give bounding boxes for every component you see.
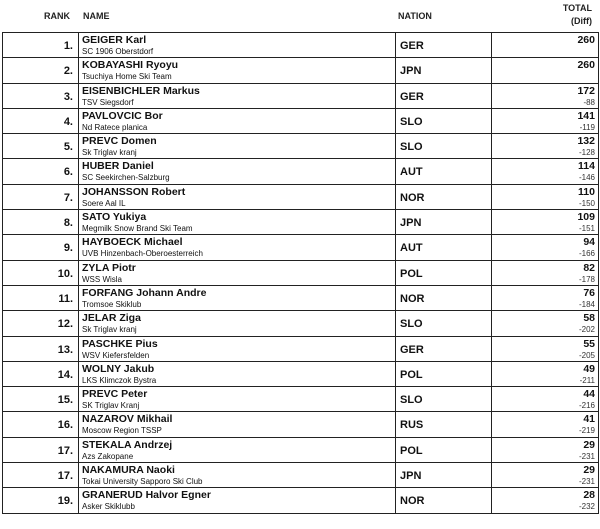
nation-code: SLO [400, 394, 423, 407]
points-diff: -151 [578, 224, 595, 234]
rank-column-header: RANK [44, 11, 70, 21]
table-row [3, 311, 598, 336]
nation-cell [396, 159, 492, 183]
table-row [3, 261, 598, 286]
rank-cell [3, 109, 79, 133]
total-cell [492, 185, 598, 209]
table-row [3, 58, 598, 83]
athlete-name: NAKAMURA Naoki [82, 464, 175, 477]
table-row [3, 185, 598, 210]
points-diff: -119 [579, 122, 595, 132]
table-row [3, 210, 598, 235]
nation-code: GER [400, 90, 424, 103]
nation-code: SLO [400, 115, 423, 128]
table-row [3, 362, 598, 387]
nation-cell [396, 362, 492, 386]
nation-code: POL [400, 444, 423, 457]
total-points: 109 [577, 211, 595, 224]
athlete-club: UVB Hinzenbach-Oberoesterreich [82, 249, 203, 259]
total-points: 141 [577, 109, 595, 122]
total-points: 41 [583, 413, 595, 426]
total-points: 114 [578, 160, 595, 173]
athlete-club: SK Triglav Kranj [82, 401, 140, 411]
total-cell [492, 159, 598, 183]
athlete-name: FORFANG Johann Andre [82, 286, 207, 299]
rank-cell [3, 311, 79, 335]
nation-cell [396, 261, 492, 285]
total-points: 55 [583, 337, 595, 350]
athlete-name: PAVLOVCIC Bor [82, 109, 163, 122]
athlete-cell [79, 84, 396, 108]
athlete-club: Tokai University Sapporo Ski Club [82, 477, 203, 487]
name-column-header: NAME [83, 11, 110, 21]
athlete-name: NAZAROV Mikhail [82, 413, 173, 426]
points-diff: -184 [578, 299, 595, 309]
table-row [3, 387, 598, 412]
nation-cell [396, 488, 492, 512]
athlete-cell [79, 488, 396, 512]
points-diff: -219 [578, 426, 595, 436]
nation-code: POL [400, 368, 423, 381]
total-cell [492, 311, 598, 335]
athlete-name: HAYBOECK Michael [82, 236, 183, 249]
rank-value: 13. [57, 343, 73, 356]
athlete-name: JELAR Ziga [82, 312, 141, 325]
athlete-name: KOBAYASHI Ryoyu [82, 59, 179, 72]
nation-column-header: NATION [398, 11, 432, 21]
total-points: 49 [583, 362, 595, 375]
nation-code: AUT [400, 166, 423, 179]
points-diff: -128 [578, 148, 595, 158]
rank-cell [3, 33, 79, 57]
points-diff: -150 [578, 198, 595, 208]
nation-code: GER [400, 40, 424, 52]
nation-code: NOR [400, 495, 425, 508]
nation-cell [396, 185, 492, 209]
total-points: 94 [583, 236, 595, 249]
athlete-club: Soere Aal IL [82, 198, 126, 208]
table-row [3, 235, 598, 260]
athlete-name: PASCHKE Pius [82, 337, 158, 350]
athlete-cell [79, 463, 396, 487]
athlete-club: WSV Kiefersfelden [82, 350, 150, 360]
nation-cell [396, 286, 492, 310]
athlete-cell [79, 311, 396, 335]
total-points: 82 [583, 261, 595, 274]
athlete-club: Sk Triglav kranj [82, 148, 137, 158]
nation-code: JPN [400, 470, 422, 483]
rank-value: 10. [57, 267, 73, 280]
rank-cell [3, 235, 79, 259]
rank-value: 16. [57, 419, 73, 432]
athlete-cell [79, 33, 396, 57]
athlete-name: WOLNY Jakub [82, 362, 155, 375]
rank-value: 4. [63, 115, 73, 128]
total-cell [492, 134, 598, 158]
nation-code: SLO [400, 318, 423, 331]
rank-value: 6. [63, 166, 73, 179]
total-points: 110 [578, 185, 595, 198]
athlete-club: Azs Zakopane [82, 451, 134, 461]
athlete-club: Nd Ratece planica [82, 122, 148, 132]
rank-value: 1. [63, 40, 73, 52]
rank-value: 2. [63, 65, 73, 78]
rank-cell [3, 84, 79, 108]
nation-cell [396, 438, 492, 462]
athlete-name: GEIGER Karl [82, 34, 147, 46]
total-points: 260 [577, 59, 595, 72]
total-cell [492, 109, 598, 133]
athlete-cell [79, 286, 396, 310]
nation-cell [396, 33, 492, 57]
nation-cell [396, 235, 492, 259]
diff-label: (Diff) [571, 16, 592, 26]
table-row [3, 134, 598, 159]
total-cell [492, 33, 598, 57]
rank-cell [3, 185, 79, 209]
table-header [0, 0, 600, 31]
rank-cell [3, 387, 79, 411]
rank-cell [3, 337, 79, 361]
points-diff: -232 [578, 502, 595, 512]
total-points: 172 [577, 84, 595, 97]
nation-cell [396, 58, 492, 82]
points-diff: -166 [578, 249, 595, 259]
total-cell [492, 438, 598, 462]
athlete-name: STEKALA Andrzej [82, 438, 173, 451]
nation-code: RUS [400, 419, 424, 432]
rank-value: 11. [58, 292, 73, 305]
athlete-club: LKS Klimczok Bystra [82, 375, 157, 385]
athlete-cell [79, 210, 396, 234]
rank-cell [3, 362, 79, 386]
rank-cell [3, 438, 79, 462]
athlete-club: Asker Skiklubb [82, 502, 135, 512]
table-row [3, 84, 598, 109]
total-cell [492, 387, 598, 411]
athlete-cell [79, 387, 396, 411]
points-diff: -231 [578, 451, 595, 461]
table-row [3, 33, 598, 58]
points-diff: -211 [579, 375, 595, 385]
rank-cell [3, 463, 79, 487]
athlete-name: JOHANSSON Robert [82, 185, 186, 198]
rank-value: 3. [63, 90, 73, 103]
athlete-club: Moscow Region TSSP [82, 426, 162, 436]
nation-code: SLO [400, 141, 423, 154]
total-points: 260 [577, 34, 595, 46]
total-cell [492, 463, 598, 487]
nation-code: POL [400, 267, 423, 280]
standings-table [2, 32, 599, 514]
athlete-cell [79, 159, 396, 183]
points-diff: -216 [578, 401, 595, 411]
nation-cell [396, 210, 492, 234]
table-row [3, 286, 598, 311]
rank-cell [3, 488, 79, 512]
table-row [3, 337, 598, 362]
rank-cell [3, 210, 79, 234]
athlete-cell [79, 362, 396, 386]
rank-cell [3, 58, 79, 82]
table-row [3, 488, 598, 513]
athlete-cell [79, 58, 396, 82]
athlete-name: PREVC Domen [82, 135, 157, 148]
athlete-club: Megmilk Snow Brand Ski Team [82, 224, 193, 234]
total-points: 44 [583, 388, 595, 401]
athlete-club: SC Seekirchen-Salzburg [82, 173, 170, 183]
nation-cell [396, 84, 492, 108]
athlete-club: Tsuchiya Home Ski Team [82, 72, 172, 82]
total-column-header [563, 2, 592, 28]
athlete-cell [79, 109, 396, 133]
nation-cell [396, 311, 492, 335]
nation-cell [396, 134, 492, 158]
nation-code: JPN [400, 65, 422, 78]
nation-code: GER [400, 343, 424, 356]
total-cell [492, 337, 598, 361]
rank-value: 15. [57, 394, 73, 407]
total-label: TOTAL [562, 3, 592, 13]
rank-cell [3, 159, 79, 183]
points-diff: -88 [583, 97, 595, 107]
rank-value: 14. [57, 368, 73, 381]
athlete-name: GRANERUD Halvor Egner [82, 489, 211, 502]
nation-cell [396, 463, 492, 487]
table-row [3, 463, 598, 488]
points-diff: -231 [578, 477, 595, 487]
athlete-name: ZYLA Piotr [82, 261, 136, 274]
points-diff: -202 [578, 325, 595, 335]
nation-code: AUT [400, 242, 423, 255]
rank-cell [3, 134, 79, 158]
athlete-club: SC 1906 Oberstdorf [82, 47, 154, 56]
total-points: 28 [583, 489, 595, 502]
total-cell [492, 58, 598, 82]
rank-value: 9. [63, 242, 73, 255]
athlete-cell [79, 185, 396, 209]
total-cell [492, 412, 598, 436]
rank-cell [3, 412, 79, 436]
athlete-club: WSS Wisla [82, 274, 122, 284]
athlete-cell [79, 134, 396, 158]
athlete-cell [79, 261, 396, 285]
total-points: 29 [583, 438, 595, 451]
rank-value: 5. [63, 141, 73, 154]
nation-code: NOR [400, 292, 425, 305]
rank-value: 7. [63, 191, 73, 204]
total-cell [492, 210, 598, 234]
rank-value: 12. [57, 318, 73, 331]
athlete-name: PREVC Peter [82, 388, 148, 401]
athlete-club: TSV Siegsdorf [82, 97, 134, 107]
nation-cell [396, 387, 492, 411]
nation-cell [396, 337, 492, 361]
athlete-cell [79, 412, 396, 436]
total-points: 29 [583, 464, 595, 477]
athlete-cell [79, 337, 396, 361]
athlete-club: Tromsoe Skiklub [82, 299, 142, 309]
total-points: 132 [577, 135, 595, 148]
total-cell [492, 84, 598, 108]
total-cell [492, 488, 598, 512]
table-row [3, 159, 598, 184]
rank-value: 19. [57, 495, 73, 508]
athlete-name: HUBER Daniel [82, 160, 154, 173]
nation-cell [396, 412, 492, 436]
rank-value: 17. [57, 470, 73, 483]
table-row [3, 109, 598, 134]
table-row [3, 412, 598, 437]
table-row [3, 438, 598, 463]
total-cell [492, 362, 598, 386]
points-diff: -205 [578, 350, 595, 360]
rank-cell [3, 286, 79, 310]
nation-code: NOR [400, 191, 425, 204]
athlete-cell [79, 438, 396, 462]
total-cell [492, 286, 598, 310]
nation-cell [396, 109, 492, 133]
athlete-name: SATO Yukiya [82, 211, 147, 224]
athlete-name: EISENBICHLER Markus [82, 84, 200, 97]
rank-value: 8. [63, 217, 73, 230]
athlete-club: Sk Triglav kranj [82, 325, 137, 335]
points-diff: -146 [578, 173, 595, 183]
total-cell [492, 261, 598, 285]
athlete-cell [79, 235, 396, 259]
total-points: 58 [583, 312, 595, 325]
total-points: 76 [583, 286, 595, 299]
total-cell [492, 235, 598, 259]
points-diff: -178 [578, 274, 595, 284]
rank-cell [3, 261, 79, 285]
rank-value: 17. [57, 444, 73, 457]
nation-code: JPN [400, 217, 422, 230]
